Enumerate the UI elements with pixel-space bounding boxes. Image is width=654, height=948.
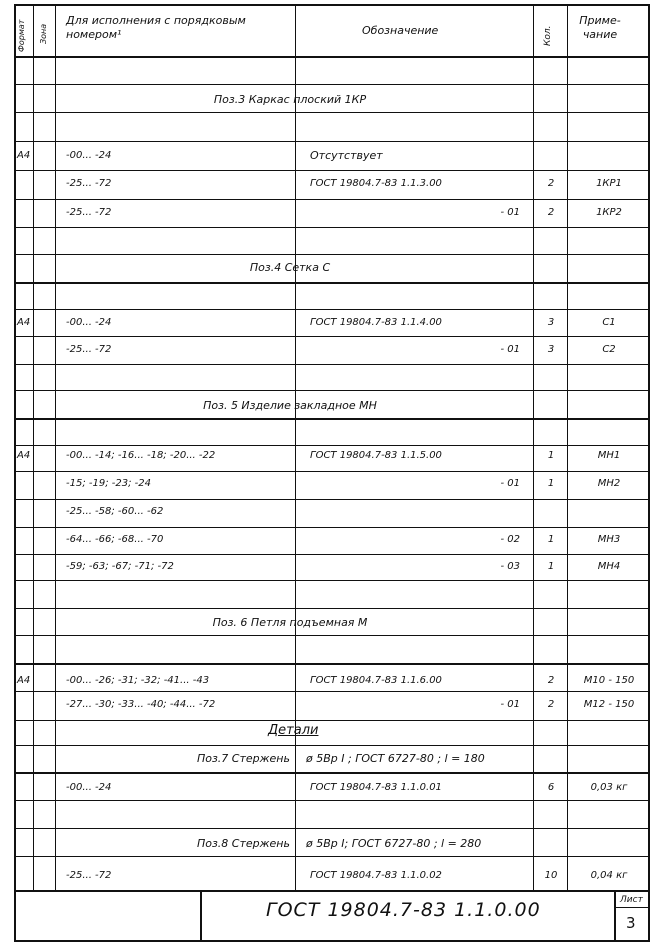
- section-title: Поз.3 Каркас плоский 1КР: [213, 93, 367, 106]
- header-qty: Кол.: [543, 25, 553, 46]
- variant-cell: -15; -19; -23; -24: [66, 478, 151, 489]
- row-line: [14, 309, 650, 310]
- section-title: Поз.4 Сетка С: [249, 261, 331, 274]
- row-line: [14, 390, 650, 391]
- title-block-top: [14, 890, 650, 892]
- note-cell: С1: [602, 317, 616, 328]
- row-line: [14, 418, 650, 420]
- header-zone: Зона: [39, 23, 48, 44]
- frame-left: [14, 4, 16, 942]
- qty-cell: 1: [547, 478, 555, 489]
- designation-cell: ГОСТ 19804.7-83 1.1.6.00: [310, 675, 442, 686]
- variant-cell: -00... -14; -16... -18; -20... -22: [66, 450, 216, 461]
- row-line: [14, 84, 650, 85]
- sheet-cell-mid: [614, 907, 650, 908]
- designation-cell: ГОСТ 19804.7-83 1.1.5.00: [310, 450, 442, 461]
- note-cell: М10 - 150: [583, 675, 635, 686]
- qty-cell: 3: [547, 317, 555, 328]
- sheet-cell-left: [614, 890, 616, 942]
- document-code: ГОСТ 19804.7-83 1.1.0.00: [266, 899, 541, 921]
- part-spec: ø 5Вр I; ГОСТ 6727-80 ; l = 280: [306, 837, 482, 850]
- note-cell: 1КР1: [596, 178, 622, 189]
- row-line: [14, 580, 650, 581]
- section-title: Поз. 5 Изделие закладное МН: [203, 399, 377, 412]
- frame-top: [14, 4, 650, 6]
- designation-cell: ГОСТ 19804.7-83 1.1.4.00: [310, 317, 442, 328]
- variant-cell: -25... -72: [66, 207, 112, 218]
- frame-right: [648, 4, 650, 942]
- row-line: [14, 499, 650, 500]
- format-cell: А4: [17, 317, 31, 328]
- row-line: [14, 745, 650, 746]
- row-line: [14, 691, 650, 692]
- note-cell: МН4: [597, 561, 621, 572]
- format-cell: А4: [17, 150, 31, 161]
- note-cell: С2: [602, 344, 616, 355]
- variant-cell: -64... -66; -68... -70: [66, 534, 164, 545]
- row-line: [14, 170, 650, 171]
- qty-cell: 2: [547, 178, 555, 189]
- part-name: Поз.8 Стержень: [196, 837, 290, 850]
- col-format-line: [33, 4, 34, 892]
- variant-cell: -59; -63; -67; -71; -72: [66, 561, 174, 572]
- designation-cell: ГОСТ 19804.7-83 1.1.0.02: [310, 870, 442, 881]
- designation-cell: Отсутствует: [310, 149, 383, 162]
- note-cell: 0,04 кг: [590, 870, 628, 881]
- col-designation-line: [533, 4, 534, 892]
- variant-cell: -00... -24: [66, 150, 112, 161]
- row-line: [14, 608, 650, 609]
- row-line: [14, 336, 650, 337]
- row-line: [14, 471, 650, 472]
- row-line: [14, 720, 650, 721]
- qty-cell: 6: [547, 782, 555, 793]
- row-line: [14, 112, 650, 113]
- designation-cell: - 01: [500, 207, 520, 218]
- note-cell: М12 - 150: [583, 699, 635, 710]
- note-cell: МН1: [597, 450, 621, 461]
- row-line: [14, 254, 650, 255]
- variant-cell: -25... -72: [66, 870, 112, 881]
- designation-cell: - 01: [500, 478, 520, 489]
- variant-cell: -00... -26; -31; -32; -41... -43: [66, 675, 210, 686]
- sheet-number: 3: [626, 914, 636, 932]
- header-designation: Обозначение: [362, 24, 439, 37]
- header-format: Формат: [17, 19, 26, 52]
- note-cell: 0,03 кг: [590, 782, 628, 793]
- row-line: [14, 663, 650, 665]
- format-cell: А4: [17, 450, 31, 461]
- qty-cell: 1: [547, 534, 555, 545]
- qty-cell: 2: [547, 207, 555, 218]
- row-line: [14, 282, 650, 284]
- row-line: [14, 227, 650, 228]
- sheet-label: Лист: [620, 895, 643, 905]
- row-line: [14, 856, 650, 857]
- row-line: [14, 527, 650, 528]
- designation-cell: ГОСТ 19804.7-83 1.1.0.01: [310, 782, 442, 793]
- qty-cell: 1: [547, 561, 555, 572]
- variant-cell: -00... -24: [66, 317, 112, 328]
- col-variant-line: [295, 4, 296, 892]
- frame-bottom: [14, 940, 650, 942]
- note-cell: МН2: [597, 478, 621, 489]
- format-cell: А4: [17, 675, 31, 686]
- variant-cell: -00... -24: [66, 782, 112, 793]
- qty-cell: 2: [547, 699, 555, 710]
- designation-cell: - 02: [500, 534, 520, 545]
- variant-cell: -27... -30; -33... -40; -44... -72: [66, 699, 216, 710]
- row-line: [14, 199, 650, 200]
- designation-cell: - 01: [500, 344, 520, 355]
- header-note: Приме-чание: [579, 14, 621, 41]
- variant-cell: -25... -72: [66, 178, 112, 189]
- note-cell: 1КР2: [596, 207, 622, 218]
- qty-cell: 3: [547, 344, 555, 355]
- designation-cell: ГОСТ 19804.7-83 1.1.3.00: [310, 178, 442, 189]
- col-qty-line: [567, 4, 568, 892]
- variant-cell: -25... -72: [66, 344, 112, 355]
- row-line: [14, 800, 650, 801]
- part-name: Поз.7 Стержень: [196, 752, 290, 765]
- row-line: [14, 445, 650, 446]
- title-block-divider: [200, 890, 202, 942]
- designation-cell: - 03: [500, 561, 520, 572]
- row-line: [14, 554, 650, 555]
- header-variant: Для исполнения с порядковым номером¹: [66, 14, 246, 41]
- qty-cell: 2: [547, 675, 555, 686]
- section-title: Поз. 6 Петля подъемная М: [212, 616, 368, 629]
- col-zone-line: [55, 4, 56, 892]
- header-bottom-line: [14, 56, 650, 58]
- designation-cell: - 01: [500, 699, 520, 710]
- row-line: [14, 364, 650, 365]
- row-line: [14, 772, 650, 774]
- qty-cell: 10: [544, 870, 558, 881]
- row-line: [14, 828, 650, 829]
- section-heading-parts: Детали: [268, 723, 319, 738]
- variant-cell: -25... -58; -60... -62: [66, 506, 164, 517]
- row-line: [14, 141, 650, 142]
- part-spec: ø 5Вр I ; ГОСТ 6727-80 ; l = 180: [306, 752, 485, 765]
- row-line: [14, 635, 650, 636]
- note-cell: МН3: [597, 534, 621, 545]
- qty-cell: 1: [547, 450, 555, 461]
